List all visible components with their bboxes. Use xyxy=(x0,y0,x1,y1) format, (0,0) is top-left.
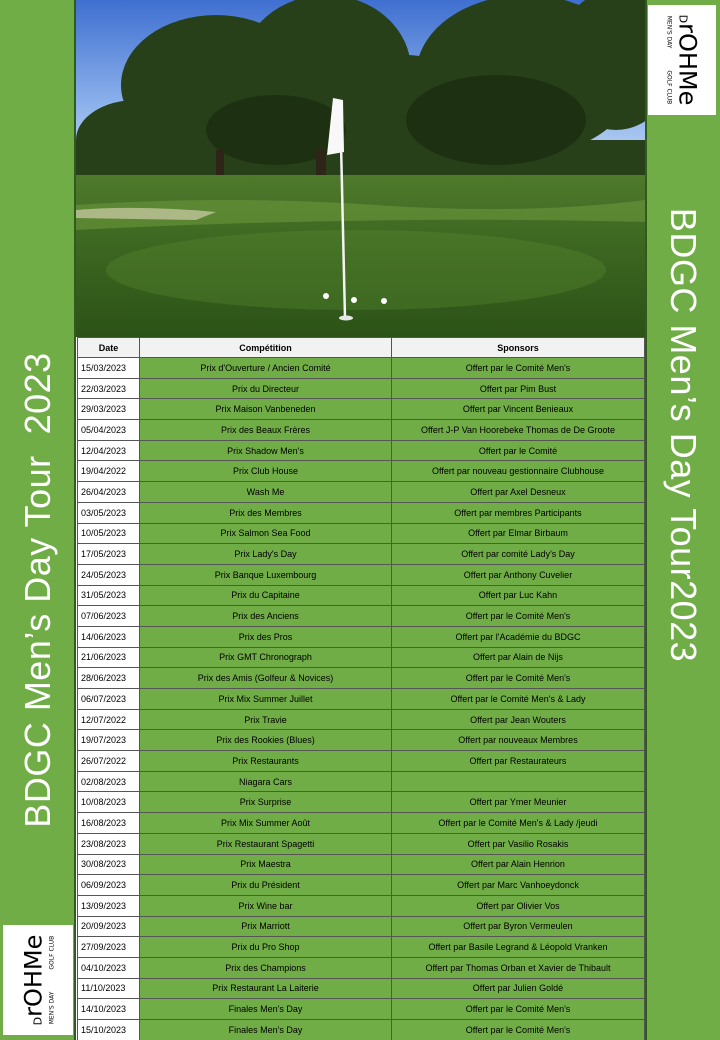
sponsor-cell: Offert par Jean Wouters xyxy=(392,709,645,730)
competition-cell: Prix Mix Summer Août xyxy=(140,813,392,834)
sponsor-cell: Offert par le Comité Men's xyxy=(392,358,645,379)
table-row xyxy=(78,378,645,399)
tournament-schedule-table xyxy=(77,337,645,1040)
date-cell: 29/03/2023 xyxy=(78,399,140,420)
competition-cell: Prix des Champions xyxy=(140,957,392,978)
table-row xyxy=(78,482,645,503)
sponsor-cell: Offert par le Comité xyxy=(392,440,645,461)
column-header-date: Date xyxy=(78,338,140,358)
competition-cell: Finales Men's Day xyxy=(140,999,392,1020)
sponsor-cell: Offert par l'Académie du BDGC xyxy=(392,626,645,647)
sponsor-cell: Offert par Alain Henrion xyxy=(392,854,645,875)
table-row xyxy=(78,709,645,730)
table-row xyxy=(78,689,645,710)
competition-cell: Niagara Cars xyxy=(140,771,392,792)
competition-cell: Prix Banque Luxembourg xyxy=(140,564,392,585)
sponsor-cell: Offert par Byron Vermeulen xyxy=(392,916,645,937)
sponsor-cell: Offert par le Comité Men's & Lady xyxy=(392,689,645,710)
sponsor-cell: Offert par le Comité Men's xyxy=(392,999,645,1020)
column-header-sponsors: Sponsors xyxy=(392,338,645,358)
table-row xyxy=(78,813,645,834)
date-cell: 14/10/2023 xyxy=(78,999,140,1020)
sponsor-cell: Offert par Alain de Nijs xyxy=(392,647,645,668)
logo-tag-right: GOLF CLUB xyxy=(48,935,56,970)
table-row xyxy=(78,937,645,958)
competition-cell: Prix Mix Summer Juillet xyxy=(140,689,392,710)
sponsor-cell: Offert J-P Van Hoorebeke Thomas de De Groote xyxy=(392,420,645,441)
date-cell: 07/06/2023 xyxy=(78,606,140,627)
sponsor-cell: Offert par le Comité Men's xyxy=(392,606,645,627)
competition-cell: Finales Men's Day xyxy=(140,1020,392,1040)
sponsor-cell: Offert par le Comité Men's xyxy=(392,668,645,689)
sponsor-cell: Offert par Vincent Benieaux xyxy=(392,399,645,420)
sponsor-cell: Offert par Thomas Orban et Xavier de Thibault xyxy=(392,957,645,978)
date-cell: 03/05/2023 xyxy=(78,502,140,523)
table-row xyxy=(78,957,645,978)
sponsor-cell: Offert par Axel Desneux xyxy=(392,482,645,503)
sponsor-cell: Offert par nouveau gestionnaire Clubhouse xyxy=(392,461,645,482)
sponsor-cell: Offert par Marc Vanhoeydonck xyxy=(392,875,645,896)
date-cell: 16/08/2023 xyxy=(78,813,140,834)
logo-tag-right: GOLF CLUB xyxy=(665,70,673,105)
sponsor-cell: Offert par Basile Legrand & Léopold Vranken xyxy=(392,937,645,958)
competition-cell: Prix Lady's Day xyxy=(140,544,392,565)
competition-cell: Prix du Capitaine xyxy=(140,585,392,606)
table-row xyxy=(78,668,645,689)
table-row xyxy=(78,626,645,647)
competition-cell: Prix des Membres xyxy=(140,502,392,523)
competition-cell: Prix des Beaux Frères xyxy=(140,420,392,441)
competition-cell: Prix Travie xyxy=(140,709,392,730)
table-row xyxy=(78,999,645,1020)
competition-cell: Prix des Anciens xyxy=(140,606,392,627)
sponsor-cell: Offert par membres Participants xyxy=(392,502,645,523)
date-cell: 23/08/2023 xyxy=(78,833,140,854)
table-row xyxy=(78,461,645,482)
sponsor-cell: Offert par Olivier Vos xyxy=(392,895,645,916)
date-cell: 02/08/2023 xyxy=(78,771,140,792)
competition-cell: Prix d'Ouverture / Ancien Comité xyxy=(140,358,392,379)
competition-cell: Prix Wine bar xyxy=(140,895,392,916)
table-row xyxy=(78,440,645,461)
date-cell: 15/10/2023 xyxy=(78,1020,140,1040)
table-row xyxy=(78,854,645,875)
logo-wordmark: DrOHMe xyxy=(673,14,702,106)
date-cell: 06/09/2023 xyxy=(78,875,140,896)
date-cell: 19/07/2023 xyxy=(78,730,140,751)
right-vertical-title: BDGC Men’s Day Tour2023 xyxy=(663,207,704,663)
date-cell: 10/08/2023 xyxy=(78,792,140,813)
logo-tag-left: MEN'S DAY xyxy=(48,991,56,1025)
table-row xyxy=(78,647,645,668)
date-cell: 28/06/2023 xyxy=(78,668,140,689)
date-cell: 31/05/2023 xyxy=(78,585,140,606)
table-header-row xyxy=(78,338,645,358)
date-cell: 14/06/2023 xyxy=(78,626,140,647)
competition-cell: Prix GMT Chronograph xyxy=(140,647,392,668)
club-logo-top-right xyxy=(648,5,716,115)
date-cell: 11/10/2023 xyxy=(78,978,140,999)
left-vertical-title: BDGC Men’s Day Tour 2023 xyxy=(17,352,58,828)
competition-cell: Prix Restaurants xyxy=(140,751,392,772)
competition-cell: Prix Salmon Sea Food xyxy=(140,523,392,544)
sponsor-cell: Offert par Ymer Meunier xyxy=(392,792,645,813)
table-row xyxy=(78,399,645,420)
date-cell: 19/04/2022 xyxy=(78,461,140,482)
date-cell: 26/07/2022 xyxy=(78,751,140,772)
club-logo-bottom-left xyxy=(3,925,73,1035)
table-row xyxy=(78,875,645,896)
date-cell: 30/08/2023 xyxy=(78,854,140,875)
sponsor-cell xyxy=(392,771,645,792)
table-row xyxy=(78,523,645,544)
competition-cell: Prix du Pro Shop xyxy=(140,937,392,958)
table-row xyxy=(78,730,645,751)
logo-wordmark: DrOHMe xyxy=(19,934,48,1026)
table-row xyxy=(78,751,645,772)
competition-cell: Prix Maison Vanbeneden xyxy=(140,399,392,420)
date-cell: 24/05/2023 xyxy=(78,564,140,585)
sponsor-cell: Offert par Elmar Birbaum xyxy=(392,523,645,544)
table-row xyxy=(78,544,645,565)
table-row xyxy=(78,606,645,627)
date-cell: 05/04/2023 xyxy=(78,420,140,441)
date-cell: 22/03/2023 xyxy=(78,378,140,399)
competition-cell: Wash Me xyxy=(140,482,392,503)
table-row xyxy=(78,978,645,999)
date-cell: 10/05/2023 xyxy=(78,523,140,544)
table-body xyxy=(78,358,645,1040)
sponsor-cell: Offert par le Comité Men's xyxy=(392,1020,645,1040)
table-row xyxy=(78,792,645,813)
competition-cell: Prix Marriott xyxy=(140,916,392,937)
sponsor-cell: Offert par Pim Bust xyxy=(392,378,645,399)
date-cell: 26/04/2023 xyxy=(78,482,140,503)
table-row xyxy=(78,502,645,523)
table-row xyxy=(78,833,645,854)
table-row xyxy=(78,771,645,792)
sponsor-cell: Offert par comité Lady's Day xyxy=(392,544,645,565)
date-cell: 13/09/2023 xyxy=(78,895,140,916)
sponsor-cell: Offert par Vasilio Rosakis xyxy=(392,833,645,854)
sponsor-cell: Offert par Restaurateurs xyxy=(392,751,645,772)
golf-green-illustration xyxy=(76,0,645,337)
sponsor-cell: Offert par Anthony Cuvelier xyxy=(392,564,645,585)
date-cell: 21/06/2023 xyxy=(78,647,140,668)
competition-cell: Prix des Pros xyxy=(140,626,392,647)
competition-cell: Prix Shadow Men's xyxy=(140,440,392,461)
sponsor-cell: Offert par nouveaux Membres xyxy=(392,730,645,751)
competition-cell: Prix des Rookies (Blues) xyxy=(140,730,392,751)
table-row xyxy=(78,358,645,379)
table-row xyxy=(78,895,645,916)
competition-cell: Prix du Président xyxy=(140,875,392,896)
competition-cell: Prix Restaurant La Laiterie xyxy=(140,978,392,999)
column-header-competition: Compétition xyxy=(140,338,392,358)
date-cell: 17/05/2023 xyxy=(78,544,140,565)
date-cell: 15/03/2023 xyxy=(78,358,140,379)
table-row xyxy=(78,420,645,441)
date-cell: 20/09/2023 xyxy=(78,916,140,937)
table-row xyxy=(78,916,645,937)
table-row xyxy=(78,564,645,585)
date-cell: 04/10/2023 xyxy=(78,957,140,978)
sponsor-cell: Offert par Julien Goldé xyxy=(392,978,645,999)
logo-tag-left: MEN'S DAY xyxy=(665,15,673,49)
competition-cell: Prix Maestra xyxy=(140,854,392,875)
date-cell: 06/07/2023 xyxy=(78,689,140,710)
golf-green-photo xyxy=(76,0,645,337)
competition-cell: Prix du Directeur xyxy=(140,378,392,399)
date-cell: 12/07/2022 xyxy=(78,709,140,730)
table-row xyxy=(78,585,645,606)
table-row xyxy=(78,1020,645,1040)
sponsor-cell: Offert par le Comité Men's & Lady /jeudi xyxy=(392,813,645,834)
sponsor-cell: Offert par Luc Kahn xyxy=(392,585,645,606)
competition-cell: Prix Surprise xyxy=(140,792,392,813)
date-cell: 12/04/2023 xyxy=(78,440,140,461)
date-cell: 27/09/2023 xyxy=(78,937,140,958)
competition-cell: Prix des Amis (Golfeur & Novices) xyxy=(140,668,392,689)
competition-cell: Prix Club House xyxy=(140,461,392,482)
competition-cell: Prix Restaurant Spagetti xyxy=(140,833,392,854)
